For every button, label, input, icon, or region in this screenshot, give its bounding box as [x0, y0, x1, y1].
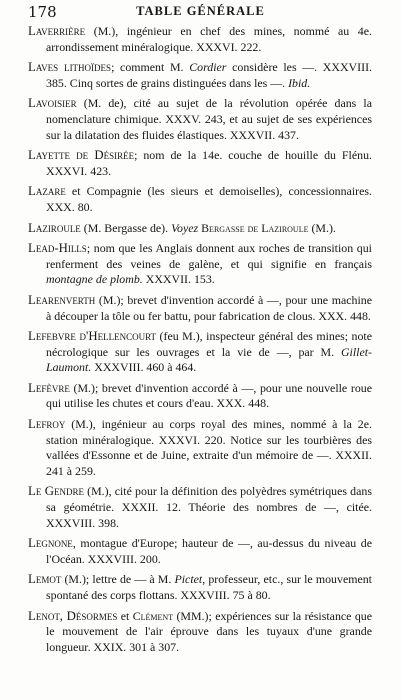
- page-header: [28, 3, 373, 23]
- index-entry: [28, 221, 372, 237]
- running-title: TABLE GÉNÉRALE: [136, 4, 265, 18]
- entry-italic: Cordier: [189, 60, 227, 75]
- entry-italic: Voyez: [171, 220, 199, 235]
- entry-crossref: Bergasse de Laziroule: [198, 220, 309, 235]
- entry-text: (M.); brevet d'invention accordé à —, pour une machine à découper la tôle ou fer battu, pour fabrication de clous. XXX. 448.: [46, 292, 372, 323]
- entry-heading: Lefroy: [28, 417, 66, 432]
- entry-italic: Gillet-Laumont.: [46, 344, 372, 375]
- index-entry: [28, 572, 372, 603]
- index-entry: [28, 329, 372, 376]
- index-entry: [28, 184, 372, 215]
- index-entry: [28, 96, 372, 143]
- index-entry: [28, 536, 372, 567]
- index-entry: [28, 484, 372, 531]
- entry-text: (M.); brevet d'invention accordé à —, pour une nouvelle roue qui utilise les chutes et cours d'eau. XXX. 448.: [46, 380, 372, 411]
- entry-heading: Lead-Hills: [28, 241, 87, 256]
- entry-text: ; nom de la 14e. couche de houille du Flénu. XXXVI. 423.: [46, 148, 372, 178]
- entry-heading: Lefebvre d'Hellencourt: [28, 329, 157, 344]
- entry-text: et: [117, 608, 133, 623]
- index-entry: [28, 241, 372, 288]
- index-entry: [28, 148, 372, 179]
- page-number: 178: [28, 3, 57, 21]
- entry-text: (M. de), cité au sujet de la révolution opérée dans la nomenclature chimique. XXXV. 243, et au sujet de ses expériences sur la dilatation des fluides élastiques. XXXVII. 437.: [46, 96, 372, 142]
- index-entry: [28, 293, 372, 324]
- entry-text: ; comment M.: [111, 60, 190, 75]
- entry-text: (M.).: [308, 220, 336, 235]
- index-entry: [28, 60, 372, 91]
- entry-text: considère les —. XXXVIII. 385. Cinq sortes de grains distinguées dans les —.: [46, 60, 372, 90]
- entry-text: ; nom que les Anglais donnent aux roches de transition qui renferment des veines de galène, et qui signifie en français: [46, 241, 372, 271]
- entry-text: (M.), ingénieur au corps royal des mines, nommé à la 2e. station minéralogique. XXXVI. 220. Notice sur les tourbières des vallées d'Essonne et de Juine, extraite d'un mémoire de —. XXXII. 241 à 259.: [46, 417, 372, 478]
- entry-crossref: Clément: [132, 608, 174, 623]
- entry-heading: Le Gendre: [28, 484, 84, 499]
- entry-italic: montagne de plomb.: [46, 272, 143, 287]
- entry-heading: Lefèvre: [28, 380, 70, 395]
- entry-text: (feu M.), inspecteur général des mines; note nécrologique sur les ouvrages et la vie de —, par M.: [46, 329, 372, 359]
- entry-text: (M. Bergasse de).: [80, 220, 172, 235]
- index-entries: [28, 24, 372, 660]
- entry-text: , montague d'Europe; hauteur de —, au-dessus du niveau de l'Océan. XXXVIII. 200.: [46, 536, 372, 566]
- entry-heading: Legnone: [28, 536, 73, 551]
- entry-heading: Lemot: [28, 572, 62, 587]
- entry-heading: Lavoisier: [28, 96, 77, 111]
- entry-heading: Lazare: [28, 184, 66, 199]
- index-entry: [28, 417, 372, 479]
- entry-heading: Learenverth: [28, 292, 96, 307]
- index-entry: [28, 24, 372, 55]
- entry-italic: Pictet: [174, 572, 203, 587]
- entry-italic: Ibid.: [288, 75, 311, 90]
- index-entry: [28, 381, 372, 412]
- entry-text: (MM.); expériences sur la résistance que le mouvement de l'air éprouve dans les tuyaux d'une grande longueur. XXIX. 301 à 307.: [46, 608, 372, 654]
- entry-text: , professeur, etc., sur le mouvement spontané des corps flottans. XXXVIII. 75 à 80.: [46, 572, 372, 602]
- entry-text: XXXVIII. 460 à 464.: [91, 360, 197, 375]
- entry-text: (M.); lettre de — à M.: [61, 572, 175, 587]
- entry-heading: Lenot, Désormes: [28, 608, 118, 623]
- entry-text: XXXVII. 153.: [142, 272, 215, 287]
- index-entry: [28, 609, 372, 656]
- entry-heading: Layette de Désirée: [28, 148, 135, 163]
- entry-heading: Laziroule: [28, 220, 81, 235]
- entry-text: (M.), ingénieur en chef des mines, nommé au 4e. arrondissement minéralogique. XXXVI. 222.: [46, 24, 372, 54]
- entry-text: et Compagnie (les sieurs et demoiselles), concessionnaires. XXX. 80.: [46, 184, 372, 214]
- entry-text: (M.), cité pour la définition des polyèdres symétriques dans sa géométrie. XXXII. 12. Théorie des nombres de —, citée. XXXVIII. 398.: [46, 484, 372, 530]
- entry-heading: Laverrière: [28, 24, 86, 38]
- entry-heading: Laves lithoïdes: [28, 60, 112, 75]
